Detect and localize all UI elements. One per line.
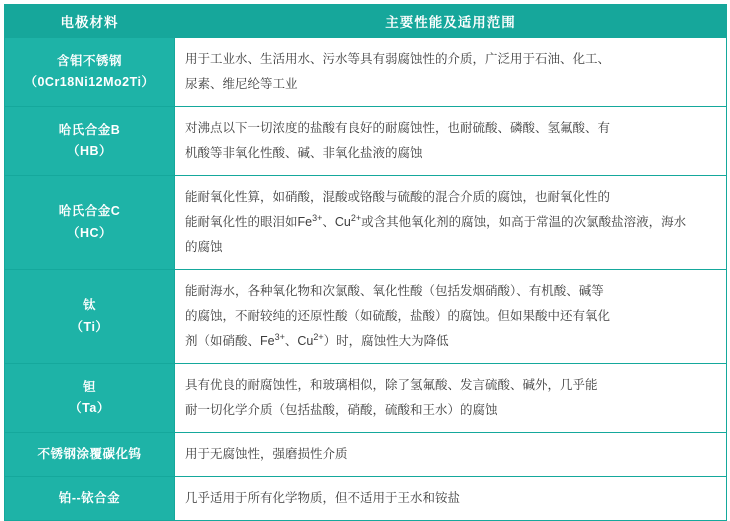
- cell-description: [175, 433, 727, 477]
- table-header-row: [5, 5, 727, 38]
- column-header-description: 主要性能及适用范围: [175, 5, 727, 38]
- desc-line: 具有优良的耐腐蚀性，和玻璃相似，除了氢氟酸、发言硫酸、碱外，几乎能: [185, 378, 598, 392]
- desc-line: 用于工业水、生活用水、污水等具有弱腐蚀性的介质，广泛用于石油、化工、: [185, 52, 611, 66]
- desc-line: 机酸等非氧化性酸、碱、非氧化盐液的腐蚀: [185, 146, 423, 160]
- cell-description: [175, 364, 727, 433]
- desc-line: 耐一切化学介质（包括盐酸，硝酸，硫酸和王水）的腐蚀: [185, 403, 498, 417]
- cell-description: [175, 38, 727, 107]
- cell-description: [175, 270, 727, 364]
- desc-line: 的腐蚀，不耐较纯的还原性酸（如硫酸，盐酸）的腐蚀。但如果酸中还有氧化: [185, 309, 611, 323]
- cell-material: [5, 364, 175, 433]
- cell-material: [5, 38, 175, 107]
- cell-material: [5, 477, 175, 521]
- table-row: [5, 270, 727, 364]
- desc-line: 能耐海水，各种氧化物和次氯酸、氧化性酸（包括发烟硝酸）、有机酸、碱等: [185, 284, 604, 298]
- material-name: 哈氏合金C: [58, 204, 121, 219]
- desc-line: 能耐氧化性算，如硝酸，混酸或铬酸与硫酸的混合介质的腐蚀，也耐氧化性的: [185, 190, 611, 204]
- material-name: 钛: [82, 298, 96, 313]
- material-name: 哈氏合金B: [58, 122, 121, 137]
- desc-line: 剂（如硝酸、$Fe^{3+}$、$Cu^{2+}$）时，腐蚀性大为降低: [185, 331, 449, 348]
- table-row: [5, 107, 727, 176]
- desc-line: 能耐氧化性的眼泪如$Fe^{3+}$、$Cu^{2+}$或含其他氧化剂的腐蚀，如高于常温的次氯酸盐溶液，海水: [185, 212, 687, 229]
- cell-material: [5, 270, 175, 364]
- desc-line: 用于无腐蚀性，强磨损性介质: [185, 447, 348, 461]
- table-row: [5, 477, 727, 521]
- material-code: （Ti）: [70, 319, 109, 334]
- table-row: [5, 38, 727, 107]
- desc-line: 尿素、维尼纶等工业: [185, 77, 298, 91]
- cell-description: [175, 176, 727, 270]
- material-name: 钽: [82, 379, 96, 394]
- material-code: （0Cr18Ni12Mo2Ti）: [24, 75, 155, 89]
- material-name: 不锈钢涂覆碳化钨: [37, 446, 142, 461]
- material-code: （Ta）: [69, 401, 110, 415]
- table-row: [5, 176, 727, 270]
- cell-material: [5, 176, 175, 270]
- column-header-material: 电极材料: [5, 5, 175, 38]
- material-code: （HC）: [66, 225, 113, 240]
- table-header: [5, 5, 727, 38]
- material-code: （HB）: [66, 144, 113, 158]
- material-name: 含钼不锈钢: [56, 53, 122, 68]
- cell-description: [175, 107, 727, 176]
- cell-material: [5, 107, 175, 176]
- table-row: [5, 364, 727, 433]
- material-name: 铂--铱合金: [58, 490, 121, 505]
- table-row: [5, 433, 727, 477]
- desc-line: 对沸点以下一切浓度的盐酸有良好的耐腐蚀性，也耐硫酸、磷酸、氢氟酸、有: [185, 121, 611, 135]
- desc-line: 几乎适用于所有化学物质，但不适用于王水和铵盐: [185, 491, 461, 505]
- table-body: [5, 38, 727, 521]
- cell-description: [175, 477, 727, 521]
- electrode-material-table: [4, 4, 727, 521]
- desc-line: 的腐蚀: [185, 240, 223, 254]
- cell-material: [5, 433, 175, 477]
